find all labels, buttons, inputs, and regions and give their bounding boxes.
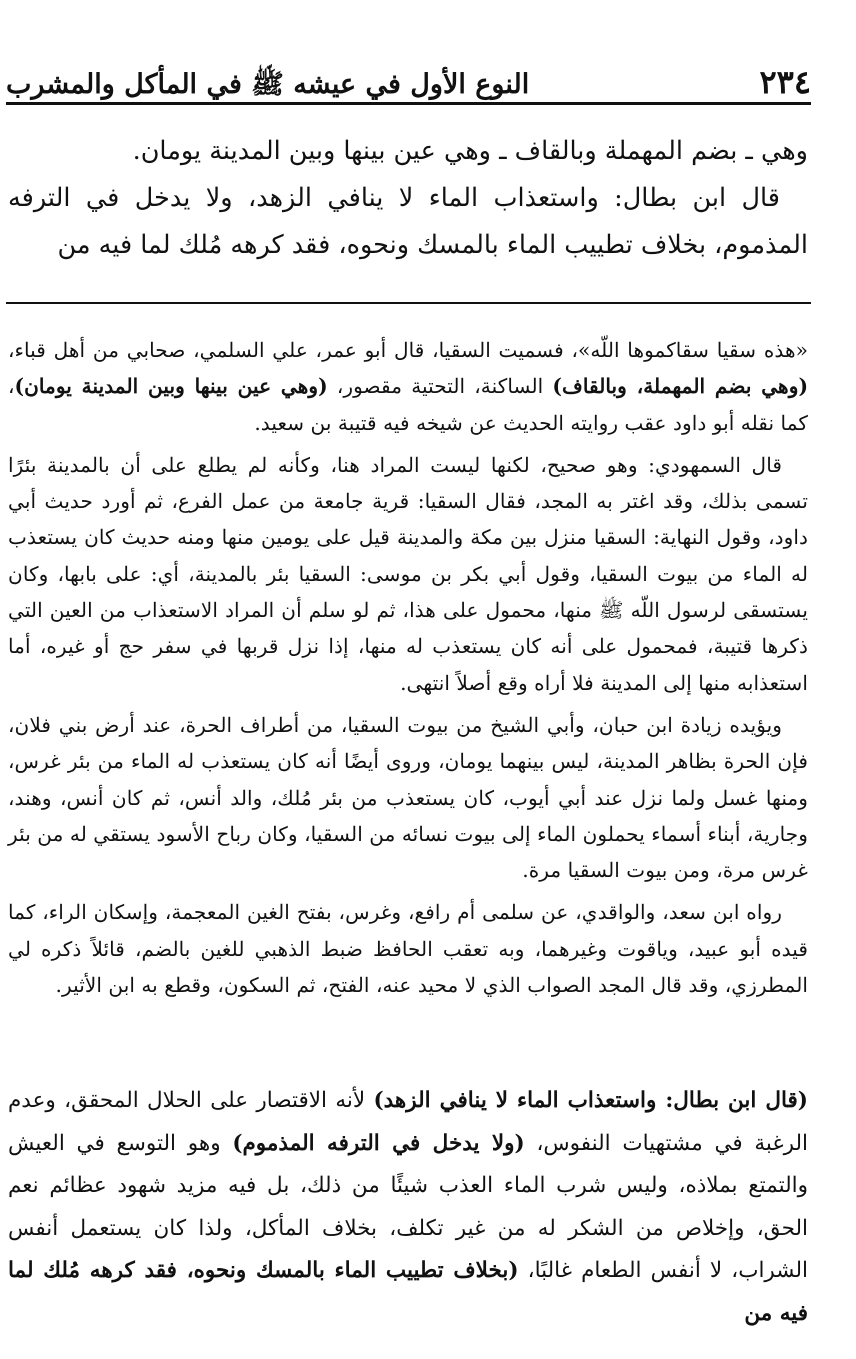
commentary-paragraph (8, 1080, 808, 1335)
commentary-quoted-text: (ولا يدخل في الترفه المذموم) (232, 1130, 525, 1156)
commentary-text: لأنه الاقتصار على الحلال المحقق، وعدم الرغبة في مشتهيات النفوس، (8, 1088, 809, 1156)
page-number: ٢٣٤ (759, 63, 811, 101)
footnote-text: الساكنة، التحتية مقصور، (327, 374, 553, 399)
main-paragraph: قال ابن بطال: واستعذاب الماء لا ينافي الزهد، ولا يدخل في الترفه المذموم، بخلاف تطييب الماء بالمسك ونحوه، فقد كرهه مُلك لما فيه من (8, 183, 808, 260)
footnotes (8, 332, 808, 1009)
commentary-text: وهو التوسع في العيش والتمتع بملاذه، وليس شرب الماء العذب شيئًا من ذلك، بل فيه مزيد شهود عظائم نعم الحق، وإخلاص من الشكر له من غير تكلف، بخلاف المأكل، ولذا كان يستعمل أنفس الشراب، لا أنفس الطعام غالبًا، (8, 1130, 808, 1283)
main-paragraph: وهي ـ بضم المهملة وبالقاف ـ وهي عين بينها وبين المدينة يومان. (132, 136, 808, 166)
commentary-quoted-text: (قال ابن بطال: واستعذاب الماء لا ينافي الزهد) (373, 1088, 808, 1113)
footnote-quoted-text: (وهي عين بينها وبين المدينة يومان) (14, 374, 328, 399)
footnote-paragraph: رواه ابن سعد، والواقدي، عن سلمى أم رافع، وغرس، بفتح الغين المعجمة، وإسكان الراء، كما قيده أبو عبيد، وياقوت وغيرهما، وبه تعقب الحافظ ضبط الذهبي للغين بالضم، قائلاً ذكره لي المطرزي، وقد قال المجد الصواب الذي لا محيد عنه، الفتح، ثم السكون، وقطع به ابن الأثير. (8, 900, 808, 998)
footnote-separator (6, 302, 811, 304)
footnote-quoted-text: (وهي بضم المهملة، وبالقاف) (552, 374, 808, 399)
main-text (8, 128, 808, 269)
footnote-paragraph (8, 332, 808, 441)
page-header (6, 58, 811, 101)
commentary (8, 1080, 808, 1335)
footnote-text: «هذه سقيا سقاكموها اللّه»، فسميت السقيا، قال أبو عمر، علي السلمي، صحابي من أهل قباء، (8, 338, 808, 362)
footnote-paragraph: قال السمهودي: وهو صحيح، لكنها ليست المراد هنا، وكأنه لم يطلع على أن بالمدينة بئرًا تسمى بذلك، وقد اغتر به المجد، فقال السقيا: قرية جامعة من عمل الفرع، ثم أورد حديث أبي داود، وقول النهاية: السقيا منزل بين مكة والمدينة قيل على يومين منها ومنه حديث كان يستعذب له الماء من بيوت السقيا، وقول أبي بكر بن موسى: السقيا بئر بالمدينة، أي: على بابها، وكان يستسقى لرسول اللّه ﷺ منها، محمول على هذا، ثم لو سلم أن المراد الاستعذاب من العين التي ذكرها قتيبة، فمحمول على أنه كان يستعذب له منها، إذا نزل قربها في سفر حج أو غيره، أما استعذابه منها إلى المدينة فلا أراه وقع أصلاً انتهى. (8, 452, 808, 695)
running-title: النوع الأول في عيشه ﷺ في المأكل والمشرب (6, 69, 530, 100)
footnote-paragraph: ويؤيده زيادة ابن حبان، وأبي الشيخ من بيوت السقيا، من أطراف الحرة، عند أرض بني فلان، فإن الحرة بظاهر المدينة، ليس بينهما يومان، وروى أيضًا أنه كان يستعذب له الماء من بئر غرس، ومنها غسل ولما نزل عند أبي أيوب، كان يستعذب من بئر مُلك، والد أنس، ثم كان أنس، وهند، وجارية، أبناء أسماء يحملون الماء إلى بيوت نسائه من السقيا، وكان رباح الأسود يستقي له من بئر غرس مرة، ومن بيوت السقيا مرة. (8, 712, 808, 883)
commentary-quoted-text: (بخلاف تطييب الماء بالمسك ونحوه، فقد كرهه مُلك لما فيه من (8, 1258, 808, 1326)
footnote-text: ، كما نقله أبو داود عقب روايته الحديث عن شيخه فيه قتيبة بن سعيد. (8, 374, 808, 435)
header-rule (6, 102, 811, 105)
